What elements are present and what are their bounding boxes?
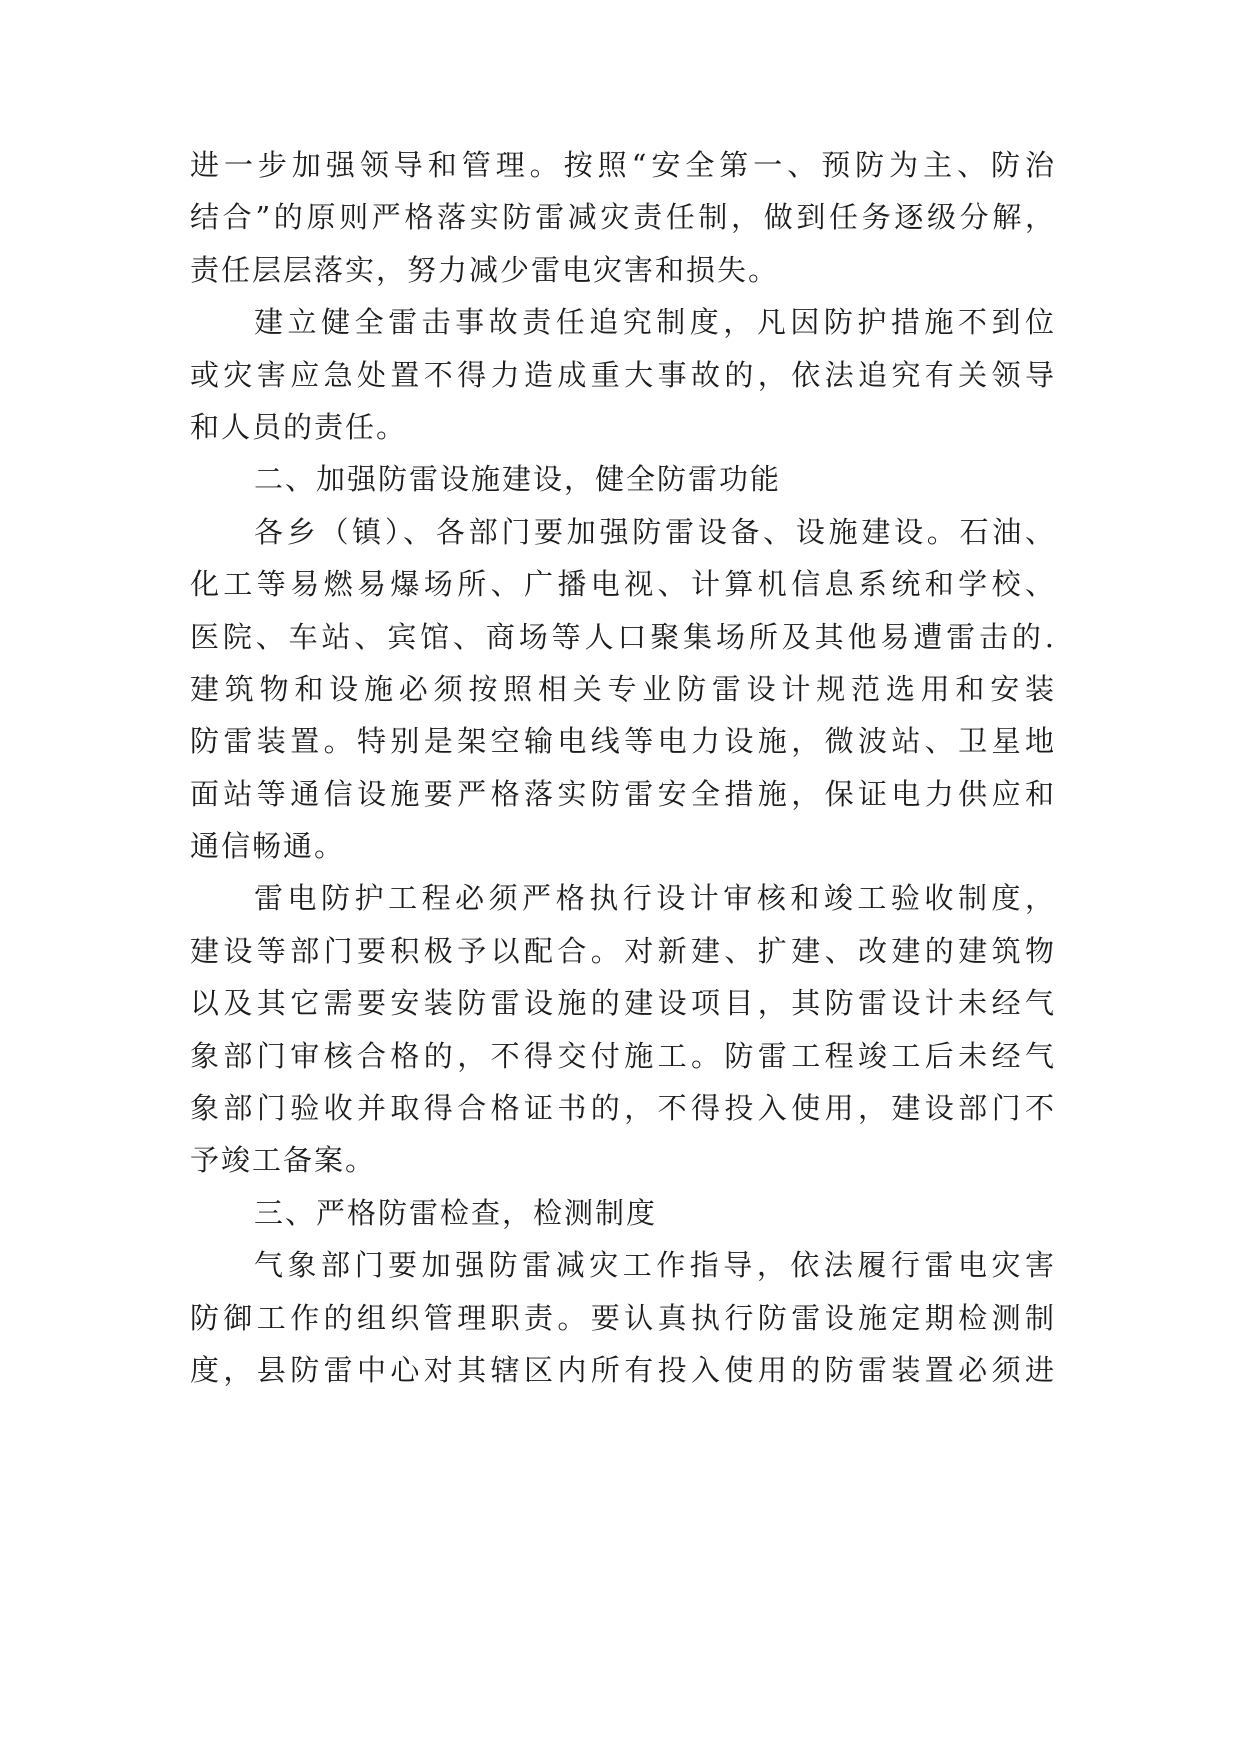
paragraph-line: 象部门验收并取得合格证书的，不得投入使用，建设部门不 xyxy=(190,1091,1056,1126)
paragraph-line: 进一步加强领导和管理。按照“安全第一、预防为主、防治 xyxy=(190,148,1056,182)
section-heading-text: 二、加强防雷设施建设，健全防雷功能 xyxy=(254,462,782,497)
paragraph-line: 和人员的责任。 xyxy=(190,409,408,444)
paragraph xyxy=(190,872,1056,1186)
paragraph-line: 建设等部门要积极予以配合。对新建、扩建、改建的建筑物 xyxy=(190,933,1056,968)
document-body xyxy=(190,139,1056,1396)
paragraph xyxy=(190,506,1056,873)
paragraph-line: 防雷装置。特别是架空输电线等电力设施，微波站、卫星地 xyxy=(190,724,1056,759)
paragraph-line: 度，县防雷中心对其辖区内所有投入使用的防雷装置必须进 xyxy=(190,1352,1056,1387)
paragraph-line: 予竣工备案。 xyxy=(190,1143,377,1178)
paragraph-continued xyxy=(190,139,1056,296)
paragraph-line: 气象部门要加强防雷减灾工作指导，依法履行雷电灾害 xyxy=(254,1248,1056,1283)
paragraph-line: 或灾害应急处置不得力造成重大事故的，依法追究有关领导 xyxy=(190,357,1056,392)
paragraph-line: 化工等易燃易爆场所、广播电视、计算机信息系统和学校、 xyxy=(190,567,1056,602)
section-heading xyxy=(190,453,1056,505)
paragraph-line: 建立健全雷击事故责任追究制度，凡因防护措施不到位 xyxy=(254,305,1056,340)
paragraph-line: 雷电防护工程必须严格执行设计审核和竣工验收制度， xyxy=(254,881,1056,916)
paragraph-line: 医院、车站、宾馆、商场等人口聚集场所及其他易遭雷击的. xyxy=(190,619,1056,654)
paragraph-line: 象部门审核合格的，不得交付施工。防雷工程竣工后未经气 xyxy=(190,1038,1056,1073)
paragraph-line: 建筑物和设施必须按照相关专业防雷设计规范选用和安装 xyxy=(190,671,1056,706)
paragraph-line: 各乡（镇）、各部门要加强防雷设备、设施建设。石油、 xyxy=(254,514,1056,549)
paragraph-line: 防御工作的组织管理职责。要认真执行防雷设施定期检测制 xyxy=(190,1300,1056,1335)
paragraph-line: 面站等通信设施要严格落实防雷安全措施，保证电力供应和 xyxy=(190,776,1056,811)
paragraph xyxy=(190,1239,1056,1396)
section-heading-text: 三、严格防雷检查，检测制度 xyxy=(254,1195,658,1230)
paragraph-line: 通信畅通。 xyxy=(190,829,346,864)
section-heading xyxy=(190,1187,1056,1239)
paragraph-line: 责任层层落实，努力减少雷电灾害和损失。 xyxy=(190,252,780,287)
paragraph-line: 以及其它需要安装防雷设施的建设项目，其防雷设计未经气 xyxy=(190,986,1056,1021)
paragraph xyxy=(190,296,1056,453)
paragraph-line: 结合”的原则严格落实防雷减灾责任制，做到任务逐级分解， xyxy=(190,200,1056,235)
